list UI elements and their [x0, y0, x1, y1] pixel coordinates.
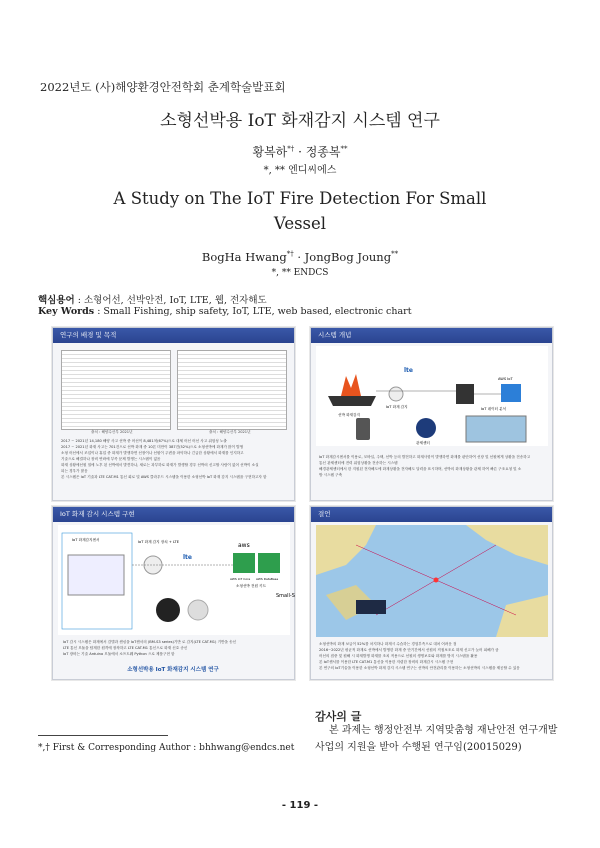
svg-text:IoT 데이터 분석: IoT 데이터 분석 [481, 407, 507, 411]
svg-text:IoT 화재 감지: IoT 화재 감지 [386, 405, 408, 409]
sensor-board [68, 555, 124, 595]
slide-header: 연구의 배경 및 목적 [53, 328, 294, 343]
aws-iot-icon [233, 553, 255, 573]
svg-text:AWS DataBase: AWS DataBase [256, 577, 279, 581]
chart-monitor [466, 416, 526, 442]
table-caption: 출처 : 해양수산부 2021년 [91, 430, 133, 434]
affiliation-korean: *, ** 엔디씨에스 [263, 165, 337, 176]
slide-bullets: IoT 감시 시스템은 화재에서 감별과 센싱을 IoT센서의 (BM-S3 series)기반 로 감지(LTE CAT.M1) 기반을 송신 LTE 통신 모듈을 탑재한 원격에 장착하고 LTE CAT.M1 통신으로 화재 신호 송신 IoT 장비는 기술 Arduino 모듈에서 소프트웨 Python 으로 제품구현 함 [63, 640, 237, 656]
svg-text:IoT 화재감지센서: IoT 화재감지센서 [72, 538, 100, 542]
system-concept-diagram [316, 346, 548, 446]
svg-text:aws: aws [238, 542, 250, 549]
svg-text:AWS IoT Core: AWS IoT Core [230, 577, 251, 581]
table-caption: 출처 : 해양수산부 2021년 [209, 430, 251, 434]
page-number: - 119 - [281, 800, 319, 811]
slide-banner: 소형선박용 IoT 화재감지 시스템 연구 [127, 667, 219, 673]
title-english: A Study on The IoT Fire Detection For Small Vessel [113, 189, 487, 233]
svg-text:선박 화재감지: 선박 화재감지 [338, 413, 360, 417]
conference-header: 2022년도 (사)해양환경안전학회 춘계학술발표회 [40, 80, 286, 94]
keywords-english: Key Words : Small Fishing, ship safety, IoT, LTE, web based, electronic chart [38, 306, 412, 317]
svg-text:관제센터: 관제센터 [416, 441, 430, 445]
slide-implementation [52, 506, 295, 680]
slide-system-concept [310, 327, 553, 501]
electronic-chart-screenshot [316, 525, 548, 637]
slide-bullets: 소형선박의 화재 보급이 52%를 차지하나 화재시 수습하는 경험부족으로 대처 어려운 점 2016~2022년 평균적 화재로 선박에서 발생한 화재 중 단기간에서 선원의 직접보조로 화재 신고가 늦어 피해가 큼 어선의 집중 및 원해 시 화재발생 화재를 조치 적용으로 선원의 생명보호와 화재를 방지 시스템을 활용 본 IoT센서를 이용한 LTE CAT.M1 통신을 이용한 저렴한 장비의 화재감시 시스템 구현 본 연구의 IoT기술을 이용한 소형선박 화재 감지 시스템 연구는 선박의 안전관리를 이용하는 소형선박의 시스템을 제공할 수 있음 [319, 642, 520, 670]
statistics-table-right [177, 350, 287, 430]
affiliation-english: *, ** ENDCS [271, 268, 329, 278]
vessel-marker [434, 578, 439, 583]
title-korean: 소형선박용 IoT 화재감지 시스템 연구 [160, 111, 440, 131]
svg-text:소형선박 전원 키트: 소형선박 전원 키트 [236, 584, 267, 588]
slide-header: IoT 화재 감시 시스템 구현 [53, 507, 294, 522]
authors-english: BogHa Hwang*† · JongBog Joung** [201, 250, 399, 264]
svg-text:AWS IoT: AWS IoT [498, 377, 513, 381]
server-icon [456, 384, 474, 404]
authors-korean: 황복하*† · 정종복** [252, 145, 348, 159]
device-photo [188, 600, 208, 620]
slide-background-purpose [52, 327, 295, 501]
cloud-icon [501, 384, 521, 402]
svg-text:Small-S: Small-S [276, 593, 295, 599]
coastguard-emblem [416, 418, 436, 438]
slide-header: 시스템 개념 [311, 328, 552, 343]
svg-text:IoT 화재 감지 장치 + LTE: IoT 화재 감지 장치 + LTE [138, 540, 179, 544]
sensor-icon [389, 387, 403, 401]
aws-db-icon [258, 553, 280, 573]
slide-header: 결언 [311, 507, 552, 522]
slide-bullets: IoT 화재감시센서를 이용로, 모바일, 주택, 선박 등의 발전하고 화재사항이 발생하면 화재를 판단하여 선장 및 선원에게 상황을 전송하고 통신 관제센터에 전력 위험상황을 전송하는 시스템 해경관제센터에서 한 지원된 전자해도에 화재상황을 전자해도 달력을 표시하며, 선박의 화재상황을 관제 하여 빠른 구조요청 및 소 방 시스템 구축 [319, 455, 531, 477]
slide-bullets: 2017 ~ 2021년 14,180 해양 사고 선박 중 어선이 8,481척(67%)으로 대체 어선 어선 사고 위험성 노출 2017 ~ 2021년 화재 사고는 701건으로 선박 화재 중 10톤 미만이 387건(52%)으로 소형선박에 화재가 많이 발생 소형 어선에서 조업이나 휴업 중 화재가 발생하면 선장이나 선원이 주변을 파악하나 긴급한 상황에서 화재를 인지하고 기술으로 해결하나 장비 연락에 부족 문제 발생는 시스템이 없음 화재 상황에선원 열에 노후 된 선박에서 발견하나, 새로는 과부하로 화재가 발생할 경우 선박의 신고할 사람이 없어 선박이 소실 되는 경우가 많음 본 시스템은 IoT 기술과 LTE CAT.M1 통신 회로 및 AWS 클라우드 시스템을 이용한 소형선박 IoT 화재 감지 시스템을 구현하고자 함 [61, 439, 267, 479]
statistics-table-left [61, 350, 171, 430]
footnote: *,† First & Corresponding Author : bhhwang@endcs.net [38, 743, 295, 753]
svg-text:lte: lte [183, 554, 192, 561]
ship-icon [328, 396, 376, 406]
alert-popup [356, 600, 386, 614]
footnote-divider [38, 735, 168, 736]
keywords-korean: 핵심용어 : 소형어선, 선박안전, IoT, LTE, 웹, 전자해도 [38, 295, 267, 306]
device-photo [156, 598, 180, 622]
implementation-diagram [58, 525, 295, 635]
svg-text:lte: lte [404, 367, 413, 374]
slide-conclusion [310, 506, 553, 680]
acknowledgement-heading: 감사의 글 [315, 710, 362, 723]
phone-icon [356, 418, 370, 440]
acknowledgement-text: 본 과제는 행정안전부 지역맞춤형 재난안전 연구개발 사업의 지원을 받아 수행된 연구임(20015029) [315, 725, 558, 753]
